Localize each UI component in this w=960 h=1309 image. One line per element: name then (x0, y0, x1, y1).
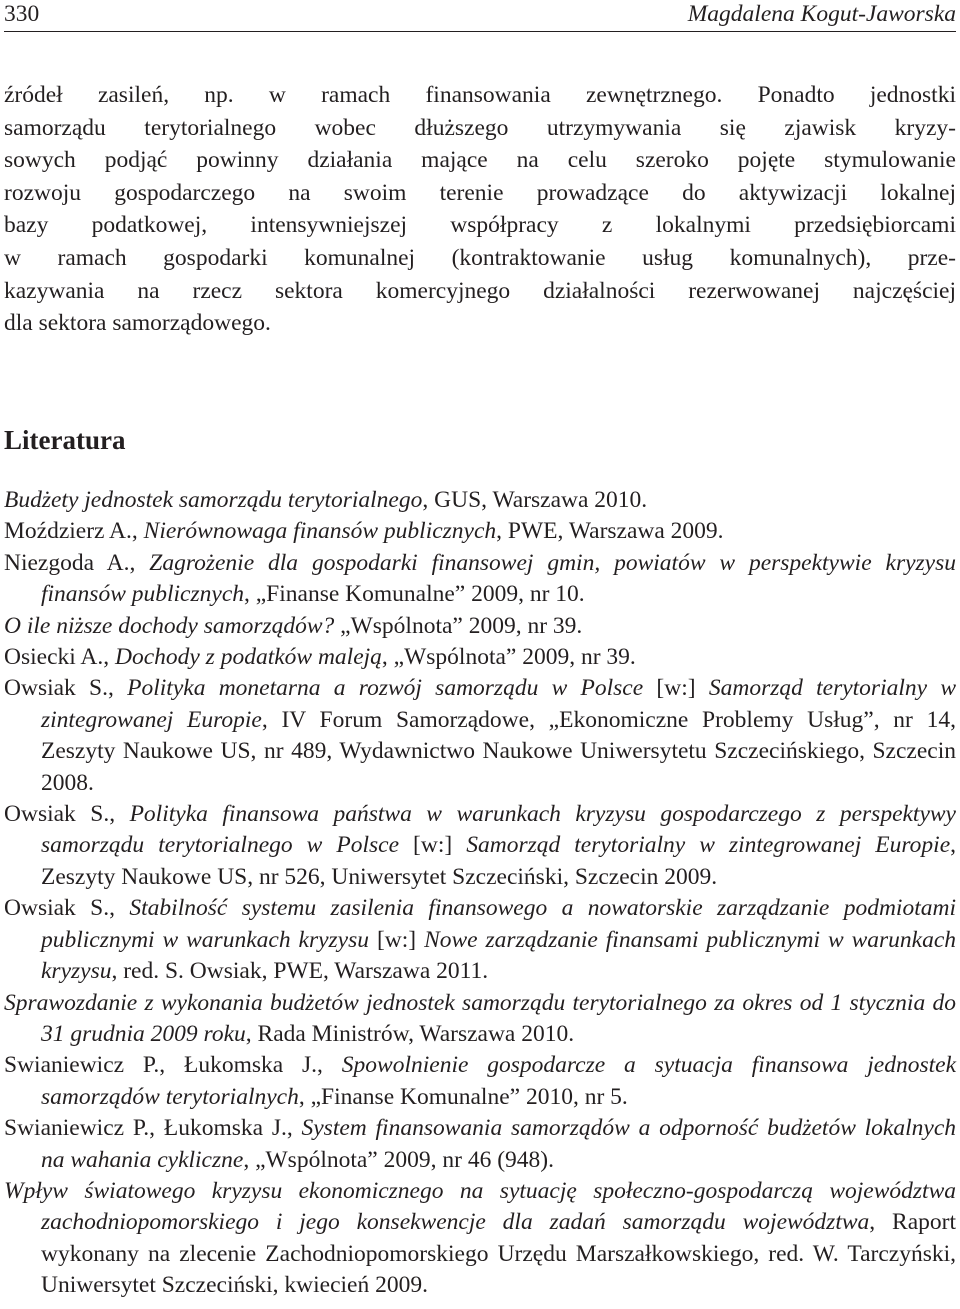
reference-title: Stabilność systemu zasilenia finansowego a nowatorskie zarządzanie podmiotami publicznymi w warunkach kryzysu (41, 895, 956, 953)
reference-text: [w:] (399, 832, 467, 859)
reference-text: Owsiak S., (4, 675, 128, 702)
reference-text: Owsiak S., (4, 801, 130, 828)
reference-entry (4, 673, 956, 799)
page-number: 330 (4, 1, 40, 27)
reference-entry (4, 1050, 956, 1113)
section-heading-literatura: Literatura (4, 425, 126, 455)
reference-text: , GUS, Warszawa 2010. (422, 487, 648, 513)
reference-entry (4, 485, 956, 516)
reference-title: Budżety jednostek samorządu terytorialnego (4, 487, 423, 513)
reference-title: Samorząd terytorialny w zintegrowanej Europie (466, 832, 951, 859)
reference-text: , „Wspólnota” 2009, nr 39. (381, 644, 636, 671)
body-line: kazywania na rzecz sektora komercyjnego działalności rezerwowanej najczęściej (4, 277, 956, 304)
reference-title: Zagrożenie dla gospodarki finansowej gmin, powiatów w perspektywie kryzysu finansów publicznych (41, 549, 956, 608)
reference-title: Spowolnienie gospodarcze a sytuacja finansowa jednostek samorządów terytorialnych (41, 1052, 957, 1110)
reference-entry (4, 611, 956, 642)
reference-entry (4, 1176, 956, 1302)
reference-text: , red. S. Owsiak, PWE, Warszawa 2011. (111, 958, 489, 985)
reference-text: , PWE, Warszawa 2009. (496, 518, 724, 545)
reference-title: Dochody z podatków maleją (114, 644, 382, 671)
reference-text: , Raport wykonany na zlecenie Zachodniopomorskiego Urzędu Marszałkowskiego, red. W. Tarczyński, Uniwersytet Szczeciński, kwiecień 2009. (41, 1209, 956, 1299)
reference-text: [w:] (643, 675, 709, 702)
reference-title: O ile niższe dochody samorządów? (4, 612, 335, 639)
reference-text: , „Wspólnota” 2009, nr 46 (948). (243, 1146, 554, 1173)
reference-title: System finansowania samorządów a odporność budżetów lokalnych na wahania cykliczne (41, 1115, 957, 1173)
reference-title: Sprawozdanie z wykonania budżetów jednostek samorządu terytorialnego za okres od 1 stycznia do 31 grudnia 2009 roku (4, 989, 956, 1047)
reference-entry (4, 1113, 956, 1176)
reference-text: Swianiewicz P., Łukomska J., (4, 1052, 342, 1079)
reference-text: [w:] (369, 926, 425, 953)
reference-text: , Zeszyty Naukowe US, nr 526, Uniwersytet Szczeciński, Szczecin 2009. (41, 832, 956, 890)
reference-text: Osiecki A., (4, 644, 115, 671)
reference-text: , „Finanse Komunalne” 2010, nr 5. (298, 1083, 628, 1110)
reference-title: Samorząd terytorialny w zintegrowanej Europie (41, 675, 956, 733)
body-line: bazy podatkowej, intensywniejszej współpracy z lokalnymi przedsiębiorcami (4, 212, 956, 239)
reference-entry (4, 893, 956, 987)
reference-text: , „Finanse Komunalne” 2009, nr 10. (244, 581, 585, 608)
reference-title: Wpływ światowego kryzysu ekonomicznego na sytuację społeczno-gospodarczą województwa zachodniopomorskiego i jego konsekwencje dla zadań samorządu województwa (4, 1177, 956, 1236)
reference-text: , IV Forum Samorządowe, „Ekonomiczne Problemy Usług”, nr 14, Zeszyty Naukowe US, nr 489, Wydawnictwo Naukowe Uniwersytetu Szczecińskiego, Szczecin 2008. (41, 706, 956, 796)
reference-entry (4, 642, 956, 673)
body-line: w ramach gospodarki komunalnej (kontraktowanie usług komunalnych), prze- (4, 244, 956, 271)
body-paragraph (4, 79, 956, 340)
reference-entry (4, 799, 956, 893)
reference-title: Nowe zarządzanie finansami publicznymi w warunkach kryzysu (41, 926, 956, 985)
reference-text: Owsiak S., (4, 895, 130, 922)
body-line: dla sektora samorządowego. (4, 310, 271, 337)
reference-text: Moździerz A., (4, 518, 144, 545)
body-line: źródeł zasileń, np. w ramach finansowania zewnętrznego. Ponadto jednostki (4, 82, 956, 108)
running-header (4, 0, 956, 32)
running-author: Magdalena Kogut-Jaworska (687, 1, 956, 27)
reference-text: Niezgoda A., (4, 549, 150, 576)
reference-title: Nierównowaga finansów publicznych (143, 518, 497, 545)
reference-entry (4, 516, 956, 547)
references-list (4, 485, 956, 1302)
reference-entry (4, 988, 956, 1051)
reference-title: Polityka finansowa państwa w warunkach kryzysu gospodarczego z perspektywy samorządu terytorialnego w Polsce (41, 801, 956, 859)
reference-entry (4, 548, 956, 611)
reference-title: Polityka monetarna a rozwój samorządu w Polsce (127, 675, 644, 702)
body-line: sowych podjąć powinny działania mające na celu szeroko pojęte stymulowanie (4, 147, 956, 174)
reference-text: , Rada Ministrów, Warszawa 2010. (245, 1020, 575, 1047)
reference-text: Swianiewicz P., Łukomska J., (4, 1115, 302, 1142)
reference-text: „Wspólnota” 2009, nr 39. (334, 612, 583, 639)
body-line: rozwoju gospodarczego na swoim terenie prowadzące do aktywizacji lokalnej (4, 179, 956, 206)
body-line: samorządu terytorialnego wobec dłuższego utrzymywania się zjawisk kryzy- (4, 114, 956, 141)
